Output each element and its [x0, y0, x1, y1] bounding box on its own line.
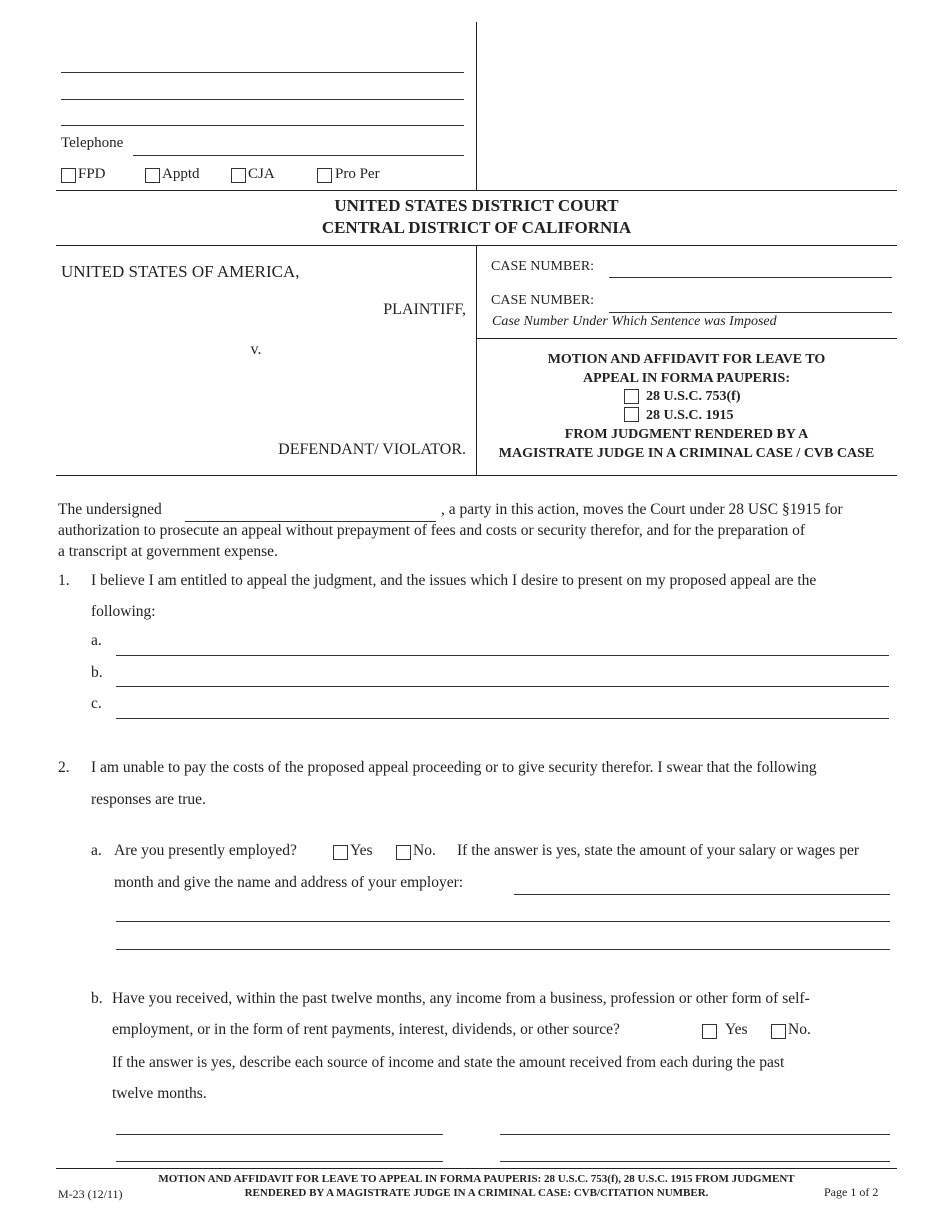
- rule-caption-bottom: [56, 475, 897, 476]
- fpd-label: FPD: [78, 166, 106, 182]
- item2a-question: Are you presently employed?: [114, 842, 297, 859]
- motion-title-line3: FROM JUDGMENT RENDERED BY A: [564, 427, 809, 442]
- item2b-line1: Have you received, within the past twelve months, any income from a business, profession or other form of self-: [112, 990, 810, 1007]
- intro-line3: a transcript at government expense.: [58, 543, 278, 560]
- motion-title-line2: APPEAL IN FORMA PAUPERIS:: [582, 371, 791, 386]
- defendant-label: DEFENDANT/ VIOLATOR.: [278, 441, 466, 458]
- plaintiff-label: PLAINTIFF,: [383, 301, 466, 318]
- cja-checkbox[interactable]: [231, 168, 246, 183]
- issue-c-field[interactable]: [116, 718, 889, 719]
- income-no-checkbox[interactable]: [771, 1024, 786, 1039]
- income-source-field-1[interactable]: [116, 1134, 443, 1135]
- item2-line1: I am unable to pay the costs of the proposed appeal proceeding or to give security therefor. I swear that the following: [91, 759, 817, 776]
- usc-1915-label: 28 U.S.C. 1915: [646, 408, 734, 423]
- header-divider: [476, 22, 477, 190]
- issue-a-field[interactable]: [116, 655, 889, 656]
- income-yes-checkbox[interactable]: [702, 1024, 717, 1039]
- apptd-checkbox[interactable]: [145, 168, 160, 183]
- motion-title-line1: MOTION AND AFFIDAVIT FOR LEAVE TO: [547, 352, 826, 367]
- cja-label: CJA: [248, 166, 275, 182]
- item2a-line2: month and give the name and address of your employer:: [114, 874, 464, 891]
- employed-no-checkbox[interactable]: [396, 845, 411, 860]
- item2b-line4: twelve months.: [112, 1085, 207, 1102]
- footer-title-line2: RENDERED BY A MAGISTRATE JUDGE IN A CRIMINAL CASE: CVB/CITATION NUMBER.: [244, 1187, 709, 1199]
- case-number-field-1[interactable]: [609, 277, 892, 278]
- employer-field-2[interactable]: [116, 921, 890, 922]
- issue-b-label: b.: [91, 664, 103, 681]
- intro-line2: authorization to prosecute an appeal without prepayment of fees and costs or security therefor, and for the preparation of: [58, 522, 805, 539]
- footer-title-line1: MOTION AND AFFIDAVIT FOR LEAVE TO APPEAL IN FORMA PAUPERIS: 28 U.S.C. 753(f), 28 U.S.C. 1915 FROM JUDGMENT: [158, 1173, 795, 1185]
- footer-rule: [56, 1168, 897, 1169]
- item2a-label: a.: [91, 842, 102, 859]
- employed-yes-checkbox[interactable]: [333, 845, 348, 860]
- attorney-line-2[interactable]: [61, 99, 464, 100]
- usc-753f-label: 28 U.S.C. 753(f): [646, 389, 741, 404]
- case-number-label-1: CASE NUMBER:: [491, 259, 595, 274]
- item2b-line3: If the answer is yes, describe each source of income and state the amount received from each during the past: [112, 1054, 785, 1071]
- court-name-line1: UNITED STATES DISTRICT COURT: [334, 196, 619, 215]
- usc-753f-checkbox[interactable]: [624, 389, 639, 404]
- pro-per-checkbox[interactable]: [317, 168, 332, 183]
- rule-caption-mid: [476, 338, 897, 339]
- item2b-line2: employment, or in the form of rent payments, interest, dividends, or other source?: [112, 1021, 620, 1038]
- fpd-checkbox[interactable]: [61, 168, 76, 183]
- apptd-label: Apptd: [162, 166, 200, 182]
- page-number: Page 1 of 2: [824, 1185, 879, 1199]
- item1-line2: following:: [91, 603, 156, 620]
- intro-part2: , a party in this action, moves the Court under 28 USC §1915 for: [441, 501, 843, 518]
- telephone-field[interactable]: [133, 155, 464, 156]
- rule-top: [56, 190, 897, 191]
- case-number-label-2: CASE NUMBER:: [491, 293, 595, 308]
- attorney-line-1[interactable]: [61, 72, 464, 73]
- employed-yes-label: Yes: [350, 842, 373, 859]
- employer-field-1[interactable]: [514, 894, 890, 895]
- pro-per-label: Pro Per: [335, 166, 380, 182]
- item2b-label: b.: [91, 990, 103, 1007]
- court-name-line2: CENTRAL DISTRICT OF CALIFORNIA: [321, 218, 632, 237]
- item2a-followup: If the answer is yes, state the amount of your salary or wages per: [457, 842, 860, 859]
- attorney-line-3[interactable]: [61, 125, 464, 126]
- motion-title-line4: MAGISTRATE JUDGE IN A CRIMINAL CASE / CVB CASE: [498, 446, 875, 461]
- versus-label: v.: [250, 341, 262, 358]
- item1-line1: I believe I am entitled to appeal the judgment, and the issues which I desire to present on my proposed appeal are the: [91, 572, 817, 589]
- issue-b-field[interactable]: [116, 686, 889, 687]
- income-yes-label: Yes: [725, 1021, 748, 1038]
- income-no-label: No.: [788, 1021, 811, 1038]
- plaintiff-name: UNITED STATES OF AMERICA,: [61, 262, 300, 281]
- issue-c-label: c.: [91, 695, 102, 712]
- employer-field-3[interactable]: [116, 949, 890, 950]
- income-source-field-2[interactable]: [116, 1161, 443, 1162]
- item2-number: 2.: [58, 759, 70, 776]
- case-number-note: Case Number Under Which Sentence was Imposed: [492, 314, 777, 329]
- item1-number: 1.: [58, 572, 70, 589]
- case-number-field-2[interactable]: [609, 312, 892, 313]
- employed-no-label: No.: [413, 842, 436, 859]
- usc-1915-checkbox[interactable]: [624, 407, 639, 422]
- intro-part1: The undersigned: [58, 501, 162, 518]
- telephone-label: Telephone: [61, 135, 124, 151]
- item2-line2: responses are true.: [91, 791, 206, 808]
- issue-a-label: a.: [91, 632, 102, 649]
- income-amount-field-2[interactable]: [500, 1161, 890, 1162]
- form-number: M-23 (12/11): [58, 1187, 123, 1201]
- income-amount-field-1[interactable]: [500, 1134, 890, 1135]
